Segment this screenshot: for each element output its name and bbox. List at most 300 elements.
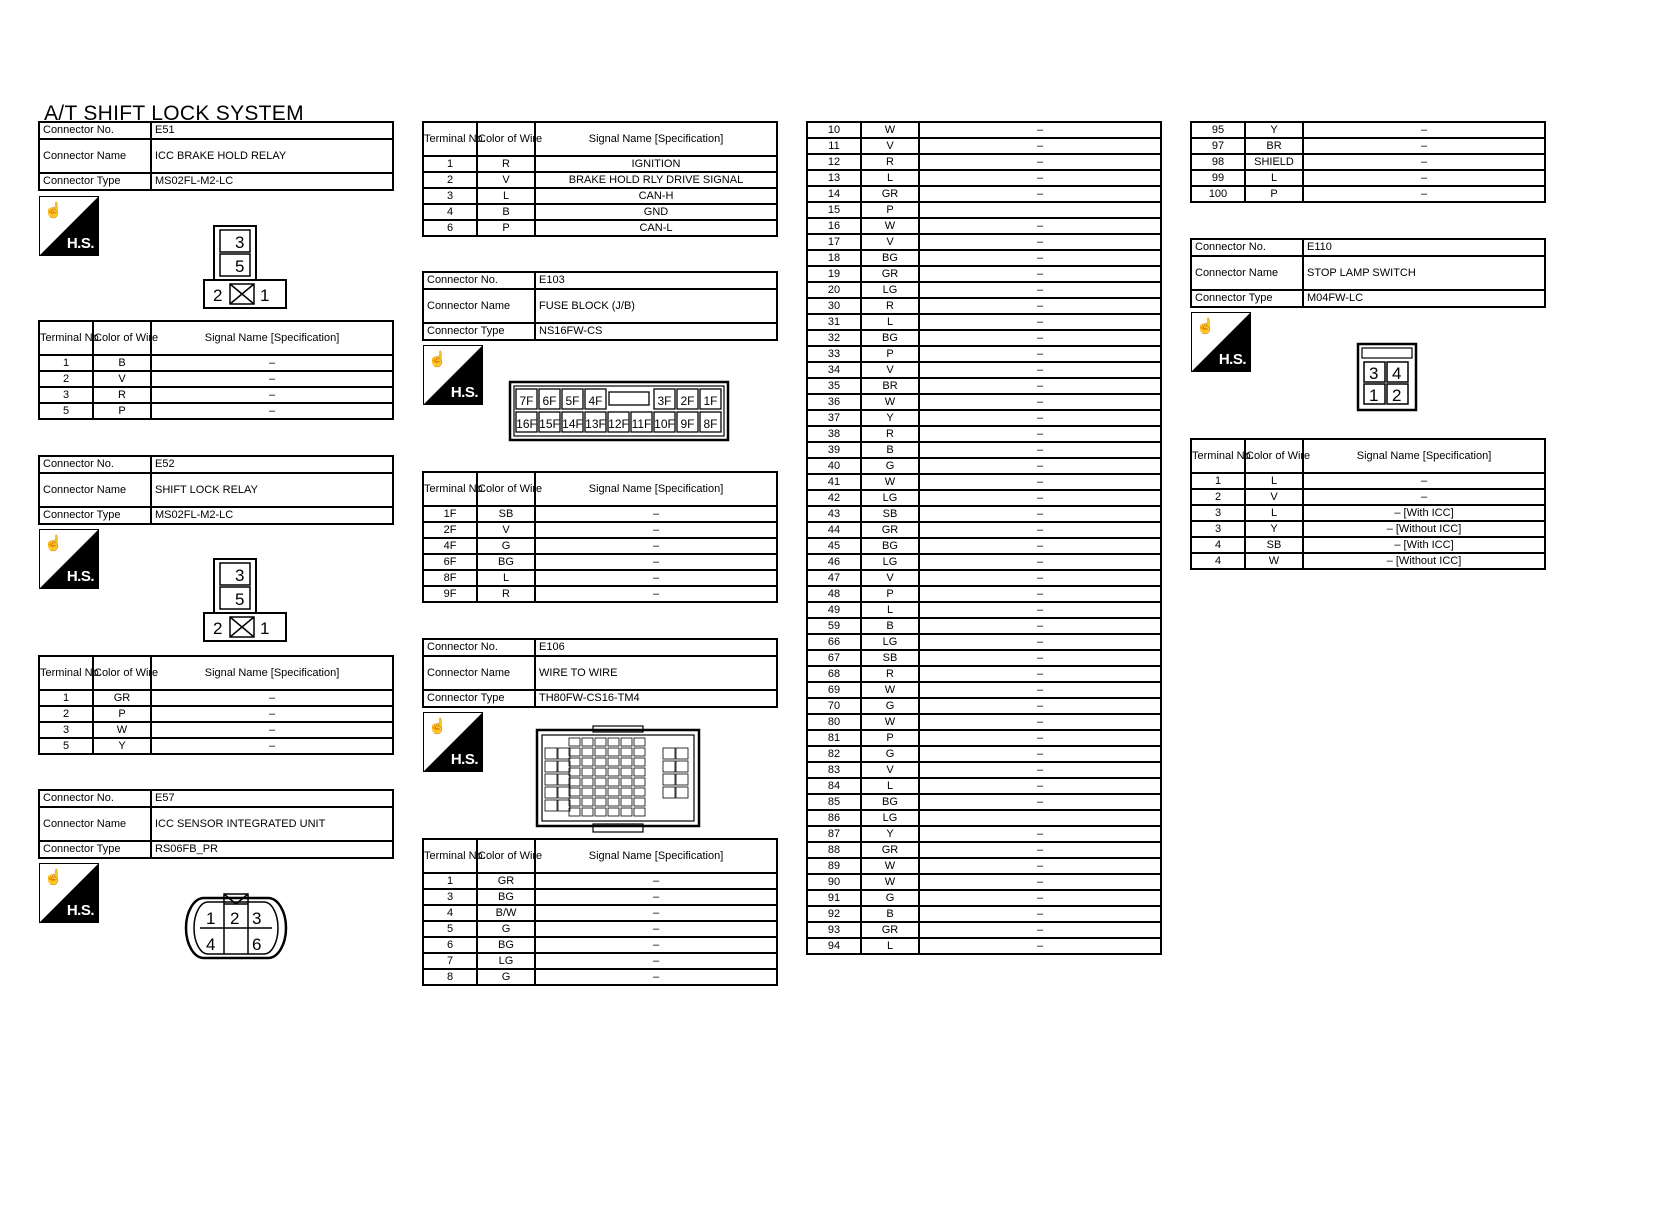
terminal-cell: 2	[39, 371, 93, 387]
harness-side-icon: ☝ H.S.	[39, 529, 99, 589]
table-row	[423, 921, 777, 937]
signal-cell: – [With ICC]	[1303, 505, 1545, 521]
terminal-cell: 66	[807, 634, 861, 650]
signal-cell: –	[535, 586, 777, 602]
color-cell: BG	[861, 250, 919, 266]
cavity-label: 6F	[542, 394, 557, 408]
terminal-cell: 1	[39, 355, 93, 371]
connector-type-value: TH80FW-CS16-TM4	[535, 690, 777, 707]
pin-label: 5	[235, 257, 245, 276]
color-cell: P	[1245, 186, 1303, 202]
signal-cell: –	[151, 738, 393, 754]
terminal-cell: 39	[807, 442, 861, 458]
table-row	[423, 188, 777, 204]
table-row	[423, 905, 777, 921]
pin-label: 3	[252, 909, 262, 928]
signal-cell: –	[919, 922, 1161, 938]
pin-label: 5	[235, 590, 245, 609]
signal-cell: –	[1303, 154, 1545, 170]
terminal-cell: 3	[39, 387, 93, 403]
signal-cell: –	[535, 522, 777, 538]
signal-cell: –	[151, 387, 393, 403]
color-cell: BG	[861, 794, 919, 810]
signal-cell: –	[919, 314, 1161, 330]
table-row	[807, 922, 1161, 938]
color-cell: L	[861, 314, 919, 330]
terminal-cell: 12	[807, 154, 861, 170]
terminal-cell: 17	[807, 234, 861, 250]
terminal-cell: 5	[423, 921, 477, 937]
table-row	[1191, 170, 1545, 186]
signal-cell: –	[1303, 473, 1545, 489]
cavity-label: 2F	[680, 394, 695, 408]
color-cell: SB	[861, 650, 919, 666]
table-row	[807, 586, 1161, 602]
signal-cell: –	[919, 266, 1161, 282]
connector-type-label: Connector Type	[39, 173, 151, 190]
signal-cell: –	[919, 474, 1161, 490]
signal-cell: –	[919, 682, 1161, 698]
table-row	[807, 186, 1161, 202]
signal-cell: –	[919, 762, 1161, 778]
signal-cell: –	[919, 698, 1161, 714]
color-cell: R	[477, 586, 535, 602]
connector-e106	[422, 638, 778, 708]
terminal-cell: 2F	[423, 522, 477, 538]
signal-cell: –	[919, 250, 1161, 266]
terminal-cell: 7	[423, 953, 477, 969]
terminal-cell: 47	[807, 570, 861, 586]
table-row	[39, 355, 393, 371]
signal-cell: –	[919, 714, 1161, 730]
signal-cell: –	[919, 410, 1161, 426]
signal-cell: –	[919, 602, 1161, 618]
color-cell: L	[477, 570, 535, 586]
color-cell: V	[861, 570, 919, 586]
signal-cell: –	[919, 538, 1161, 554]
signal-cell: BRAKE HOLD RLY DRIVE SIGNAL	[535, 172, 777, 188]
signal-cell: –	[919, 346, 1161, 362]
color-cell: W	[861, 122, 919, 138]
connector-name-label: Connector Name	[39, 473, 151, 507]
signal-cell: –	[919, 234, 1161, 250]
terminal-header: Terminal No.	[423, 122, 477, 156]
color-cell: R	[861, 666, 919, 682]
color-cell: G	[861, 458, 919, 474]
table-row	[807, 202, 1161, 218]
color-cell: L	[861, 602, 919, 618]
table-row	[807, 554, 1161, 570]
color-cell: GR	[861, 522, 919, 538]
terminal-cell: 4F	[423, 538, 477, 554]
table-row	[423, 873, 777, 889]
terminal-cell: 88	[807, 842, 861, 858]
signal-cell: –	[1303, 489, 1545, 505]
cavity-label: 13F	[585, 417, 606, 431]
signal-cell: –	[151, 690, 393, 706]
color-cell: P	[861, 730, 919, 746]
table-row	[807, 218, 1161, 234]
color-cell: R	[93, 387, 151, 403]
color-cell: LG	[861, 490, 919, 506]
terminal-header: Terminal No.	[39, 321, 93, 355]
connector-name-label: Connector Name	[39, 139, 151, 173]
terminal-cell: 13	[807, 170, 861, 186]
color-cell: Y	[1245, 521, 1303, 537]
signal-cell: – [With ICC]	[1303, 537, 1545, 553]
table-row	[807, 650, 1161, 666]
signal-cell: –	[535, 873, 777, 889]
table-row	[807, 394, 1161, 410]
connector-face-e52	[200, 555, 290, 655]
signal-header: Signal Name [Specification]	[1303, 439, 1545, 473]
table-row	[1191, 138, 1545, 154]
color-cell: G	[861, 890, 919, 906]
connector-no-value: E51	[151, 122, 393, 139]
terminal-cell: 9F	[423, 586, 477, 602]
table-row	[39, 371, 393, 387]
signal-cell: –	[919, 138, 1161, 154]
table-row	[807, 538, 1161, 554]
color-cell: V	[477, 172, 535, 188]
signal-cell: IGNITION	[535, 156, 777, 172]
table-row	[1191, 473, 1545, 489]
signal-header: Signal Name [Specification]	[151, 321, 393, 355]
terminal-cell: 59	[807, 618, 861, 634]
color-cell: Y	[93, 738, 151, 754]
terminal-cell: 81	[807, 730, 861, 746]
terminal-cell: 41	[807, 474, 861, 490]
color-cell: R	[861, 298, 919, 314]
table-row	[1191, 505, 1545, 521]
connector-no-label: Connector No.	[1191, 239, 1303, 256]
signal-cell: –	[919, 778, 1161, 794]
table-row	[423, 204, 777, 220]
color-header: Color of Wire	[477, 472, 535, 506]
cavity-label: 7F	[519, 394, 534, 408]
color-header: Color of Wire	[477, 122, 535, 156]
terminal-cell: 5	[39, 738, 93, 754]
connector-type-value: NS16FW-CS	[535, 323, 777, 340]
color-cell: P	[861, 202, 919, 218]
table-row	[807, 314, 1161, 330]
table-row	[1191, 186, 1545, 202]
terminal-cell: 89	[807, 858, 861, 874]
terminal-cell: 32	[807, 330, 861, 346]
signal-cell: –	[919, 218, 1161, 234]
cavity-label: 1F	[703, 394, 718, 408]
table-row	[807, 746, 1161, 762]
table-row	[807, 266, 1161, 282]
terminal-cell: 8F	[423, 570, 477, 586]
terminal-cell: 16	[807, 218, 861, 234]
terminal-cell: 100	[1191, 186, 1245, 202]
color-cell: P	[477, 220, 535, 236]
table-row	[807, 474, 1161, 490]
signal-cell	[919, 202, 1161, 218]
color-cell: GR	[861, 842, 919, 858]
connector-type-value: M04FW-LC	[1303, 290, 1545, 307]
signal-cell: – [Without ICC]	[1303, 553, 1545, 569]
terminal-cell: 35	[807, 378, 861, 394]
signal-cell: –	[535, 554, 777, 570]
terminal-cell: 99	[1191, 170, 1245, 186]
color-cell: GR	[861, 922, 919, 938]
table-row	[807, 122, 1161, 138]
signal-cell: –	[919, 362, 1161, 378]
color-cell: B	[861, 442, 919, 458]
table-row	[807, 666, 1161, 682]
color-cell: V	[861, 362, 919, 378]
terminal-cell: 3	[423, 889, 477, 905]
table-row	[39, 690, 393, 706]
connector-name-label: Connector Name	[423, 289, 535, 323]
color-cell: L	[1245, 170, 1303, 186]
table-row	[807, 458, 1161, 474]
connector-type-value: RS06FB_PR	[151, 841, 393, 858]
terminal-cell: 31	[807, 314, 861, 330]
connector-no-value: E52	[151, 456, 393, 473]
color-cell: G	[861, 746, 919, 762]
connector-type-label: Connector Type	[1191, 290, 1303, 307]
color-cell: B	[861, 618, 919, 634]
color-cell: BR	[1245, 138, 1303, 154]
color-cell: G	[477, 538, 535, 554]
color-cell: W	[1245, 553, 1303, 569]
color-header: Color of Wire	[93, 321, 151, 355]
terminal-cell: 97	[1191, 138, 1245, 154]
color-cell: GR	[93, 690, 151, 706]
signal-cell: – [Without ICC]	[1303, 521, 1545, 537]
color-cell: L	[861, 938, 919, 954]
terminal-header: Terminal No.	[1191, 439, 1245, 473]
color-cell: R	[861, 154, 919, 170]
terminal-cell: 3	[1191, 521, 1245, 537]
table-row	[423, 220, 777, 236]
terminal-cell: 1	[423, 156, 477, 172]
terminal-cell: 43	[807, 506, 861, 522]
table-row	[807, 378, 1161, 394]
pin-label: 2	[230, 909, 240, 928]
color-cell: V	[861, 234, 919, 250]
table-row	[807, 522, 1161, 538]
terminal-cell: 80	[807, 714, 861, 730]
signal-cell: –	[919, 154, 1161, 170]
connector-e103	[422, 271, 778, 341]
color-cell: R	[477, 156, 535, 172]
color-cell: P	[93, 403, 151, 419]
terminal-cell: 36	[807, 394, 861, 410]
table-row	[423, 969, 777, 985]
signal-cell: –	[919, 634, 1161, 650]
terminal-header: Terminal No.	[423, 839, 477, 873]
pin-label: 1	[260, 286, 270, 305]
terminal-cell: 4	[423, 204, 477, 220]
table-row	[807, 842, 1161, 858]
terminal-cell: 90	[807, 874, 861, 890]
table-row	[807, 490, 1161, 506]
connector-name-value: FUSE BLOCK (J/B)	[535, 289, 777, 323]
connector-face-e110	[1356, 342, 1420, 414]
pin-label: 2	[1392, 386, 1402, 405]
connector-no-value: E57	[151, 790, 393, 807]
terminal-header: Terminal No.	[423, 472, 477, 506]
table-row	[807, 794, 1161, 810]
pin-table-e106-part2	[806, 121, 1162, 955]
terminal-cell: 37	[807, 410, 861, 426]
connector-name-value: WIRE TO WIRE	[535, 656, 777, 690]
color-cell: V	[861, 762, 919, 778]
color-cell: P	[93, 706, 151, 722]
pin-label: 3	[235, 233, 245, 252]
table-row	[807, 250, 1161, 266]
table-row	[807, 778, 1161, 794]
color-cell: L	[861, 170, 919, 186]
terminal-cell: 18	[807, 250, 861, 266]
connector-name-value: ICC BRAKE HOLD RELAY	[151, 139, 393, 173]
connector-name-value: STOP LAMP SWITCH	[1303, 256, 1545, 290]
terminal-cell: 15	[807, 202, 861, 218]
color-cell: B/W	[477, 905, 535, 921]
connector-no-label: Connector No.	[39, 456, 151, 473]
connector-e52	[38, 455, 394, 525]
color-cell: SHIELD	[1245, 154, 1303, 170]
terminal-cell: 2	[1191, 489, 1245, 505]
signal-cell: –	[151, 706, 393, 722]
signal-cell: –	[535, 506, 777, 522]
table-row	[807, 602, 1161, 618]
connector-name-label: Connector Name	[423, 656, 535, 690]
table-row	[807, 346, 1161, 362]
color-cell: BG	[861, 538, 919, 554]
terminal-cell: 84	[807, 778, 861, 794]
terminal-cell: 44	[807, 522, 861, 538]
signal-cell: –	[151, 371, 393, 387]
table-row	[807, 506, 1161, 522]
terminal-cell: 11	[807, 138, 861, 154]
terminal-cell: 8	[423, 969, 477, 985]
color-cell: W	[861, 874, 919, 890]
connector-no-label: Connector No.	[39, 122, 151, 139]
table-row	[39, 387, 393, 403]
connector-no-label: Connector No.	[39, 790, 151, 807]
terminal-cell: 5	[39, 403, 93, 419]
terminal-cell: 19	[807, 266, 861, 282]
harness-side-icon: ☝ H.S.	[423, 712, 483, 772]
pin-label: 1	[1369, 386, 1379, 405]
table-row	[423, 937, 777, 953]
table-row	[1191, 154, 1545, 170]
color-cell: G	[477, 969, 535, 985]
table-row	[423, 586, 777, 602]
pin-table-e103	[422, 471, 778, 603]
color-cell: R	[861, 426, 919, 442]
signal-header: Signal Name [Specification]	[535, 472, 777, 506]
connector-type-value: MS02FL-M2-LC	[151, 507, 393, 524]
color-cell: W	[93, 722, 151, 738]
cavity-label: 12F	[608, 417, 629, 431]
terminal-cell: 86	[807, 810, 861, 826]
color-cell: W	[861, 714, 919, 730]
pin-label: 6	[252, 935, 262, 954]
table-row	[807, 362, 1161, 378]
signal-cell: –	[919, 650, 1161, 666]
color-cell: GR	[477, 873, 535, 889]
table-row	[807, 730, 1161, 746]
signal-cell: –	[151, 403, 393, 419]
table-row	[423, 506, 777, 522]
signal-cell: –	[919, 282, 1161, 298]
signal-cell: –	[919, 298, 1161, 314]
cavity-label: 4F	[588, 394, 603, 408]
signal-cell: –	[919, 842, 1161, 858]
terminal-cell: 6	[423, 220, 477, 236]
signal-header: Signal Name [Specification]	[151, 656, 393, 690]
color-cell: W	[861, 682, 919, 698]
terminal-cell: 46	[807, 554, 861, 570]
cavity-label: 8F	[703, 417, 718, 431]
terminal-cell: 45	[807, 538, 861, 554]
color-cell: Y	[861, 826, 919, 842]
harness-side-icon: ☝ H.S.	[39, 196, 99, 256]
signal-cell: –	[919, 938, 1161, 954]
signal-cell: –	[919, 570, 1161, 586]
table-row	[807, 170, 1161, 186]
connector-no-value: E106	[535, 639, 777, 656]
signal-cell: –	[535, 889, 777, 905]
table-row	[807, 906, 1161, 922]
table-row	[39, 738, 393, 754]
terminal-cell: 95	[1191, 122, 1245, 138]
signal-cell: –	[1303, 170, 1545, 186]
color-cell: V	[1245, 489, 1303, 505]
terminal-cell: 1	[1191, 473, 1245, 489]
signal-cell: –	[919, 906, 1161, 922]
table-row	[423, 570, 777, 586]
connector-no-label: Connector No.	[423, 272, 535, 289]
signal-cell: –	[919, 522, 1161, 538]
color-header: Color of Wire	[1245, 439, 1303, 473]
terminal-cell: 2	[39, 706, 93, 722]
table-row	[807, 810, 1161, 826]
page-title: A/T SHIFT LOCK SYSTEM	[44, 102, 304, 125]
terminal-header: Terminal No.	[39, 656, 93, 690]
table-row	[807, 330, 1161, 346]
terminal-cell: 4	[423, 905, 477, 921]
pin-label: 4	[206, 935, 216, 954]
terminal-cell: 49	[807, 602, 861, 618]
color-cell: GR	[861, 266, 919, 282]
color-cell: Y	[861, 410, 919, 426]
table-row	[1191, 537, 1545, 553]
table-row	[423, 889, 777, 905]
table-row	[807, 634, 1161, 650]
color-cell: W	[861, 858, 919, 874]
pin-table-e57	[422, 121, 778, 237]
terminal-cell: 1	[39, 690, 93, 706]
color-header: Color of Wire	[477, 839, 535, 873]
color-cell: BR	[861, 378, 919, 394]
color-cell: L	[477, 188, 535, 204]
cavity-label: 15F	[539, 417, 560, 431]
signal-cell: –	[919, 394, 1161, 410]
terminal-cell: 3	[423, 188, 477, 204]
terminal-cell: 87	[807, 826, 861, 842]
signal-cell: –	[919, 458, 1161, 474]
harness-side-icon: ☝ H.S.	[1191, 312, 1251, 372]
signal-cell: –	[919, 170, 1161, 186]
color-cell: V	[477, 522, 535, 538]
